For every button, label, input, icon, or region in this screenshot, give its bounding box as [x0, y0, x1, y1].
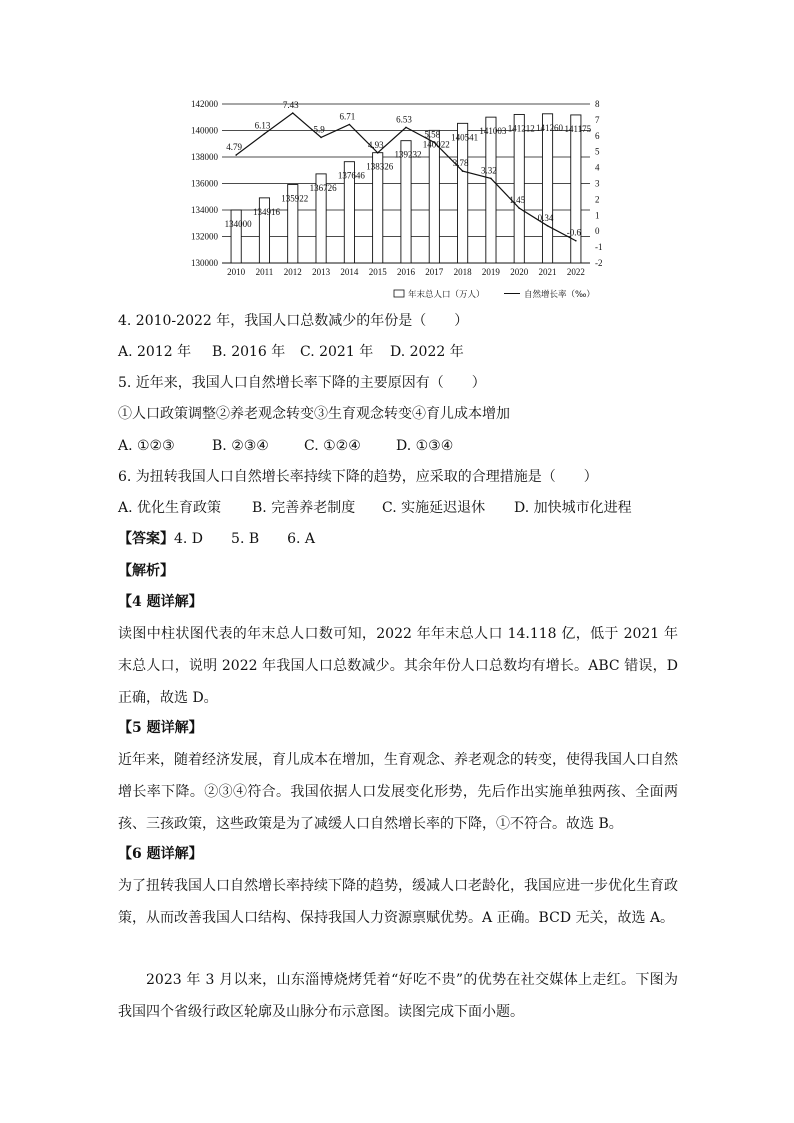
y-right-tick-label: 8 — [595, 99, 600, 109]
population-bar — [458, 123, 468, 263]
growth-rate-value-label: 4.93 — [367, 139, 384, 150]
y-right-tick-label: 4 — [595, 162, 600, 173]
growth-rate-point — [377, 152, 379, 154]
y-left-tick-label: 130000 — [191, 258, 218, 268]
population-value-label: 141260 — [536, 122, 564, 133]
population-value-label: 140541 — [451, 132, 479, 143]
q5-option-c[interactable]: C. ①②④ — [304, 438, 361, 454]
intro-paragraph: 2023 年 3 月以来，山东淄博烧烤凭着“好吃不贵”的优势在社交媒体上走红。下图为我国四个省级行政区轮廓及山脉分布示意图。读图完成下面小题。 — [118, 972, 678, 1020]
population-chart — [180, 96, 620, 306]
growth-rate-value-label: 6.53 — [396, 114, 412, 125]
analysis-title: 【解析】 — [118, 563, 174, 579]
question-5-stem: 5. 近年来，我国人口自然增长率下降的主要原因有（ ） — [118, 375, 486, 391]
y-right-tick-label: 3 — [595, 178, 600, 189]
y-right-tick-label: -1 — [595, 242, 603, 253]
population-bar — [486, 117, 496, 263]
growth-rate-point — [292, 112, 294, 114]
y-left-tick-label: 140000 — [191, 125, 218, 136]
detail-5-title: 【5 题详解】 — [118, 720, 203, 736]
growth-rate-value-label: 3.32 — [481, 165, 497, 176]
q4-option-c[interactable]: C. 2021 年 — [300, 344, 374, 360]
q4-option-b[interactable]: B. 2016 年 — [212, 344, 286, 360]
answer-values: 4. D 5. B 6. A — [174, 531, 316, 547]
detail-4-title: 【4 题详解】 — [118, 594, 203, 610]
population-value-label: 141175 — [564, 123, 592, 134]
question-4-options — [118, 343, 464, 361]
legend-bar-swatch — [394, 290, 404, 297]
growth-rate-point — [349, 124, 351, 126]
growth-rate-point — [264, 133, 266, 135]
population-value-label: 141212 — [507, 123, 535, 134]
detail-4-text: 读图中柱状图代表的年末总人口数可知，2022 年年末总人口 14.118 亿，低于 2021 年末总人口，说明 2022 年我国人口总数减少。其余年份人口总数均有增长。ABC 错误，D 正确，故选 D。 — [118, 626, 678, 706]
question-6-options — [118, 499, 632, 517]
growth-rate-point — [547, 225, 549, 227]
y-left-tick-label: 134000 — [191, 205, 218, 215]
population-value-label: 141003 — [479, 126, 507, 137]
growth-rate-point — [490, 178, 492, 180]
question-5-options — [118, 437, 453, 455]
detail-5-text: 近年来，随着经济发展，育儿成本在增加，生育观念、养老观念的转变，使得我国人口自然增长率下降。②③④符合。我国依据人口发展变化形势，先后作出实施单独两孩、全面两孩、三孩政策，这些政策是为了减缓人口自然增长率的下降，①不符合。故选 B。 — [118, 752, 678, 832]
y-left-tick-label: 138000 — [191, 152, 218, 162]
x-tick-label: 2019 — [481, 267, 500, 277]
growth-rate-value-label: 4.79 — [226, 142, 243, 153]
population-value-label: 134000 — [224, 219, 252, 229]
q6-option-c[interactable]: C. 实施延迟退休 — [382, 500, 486, 516]
population-value-label: 139232 — [394, 149, 422, 160]
growth-rate-value-label: 1.45 — [509, 195, 526, 206]
population-bar — [231, 210, 241, 263]
growth-rate-value-label: 5.9 — [313, 124, 325, 135]
population-value-label: 140022 — [422, 139, 450, 150]
x-tick-label: 2018 — [453, 267, 472, 277]
population-value-label: 138326 — [366, 161, 394, 172]
chart-bars — [231, 111, 581, 263]
x-tick-label: 2017 — [425, 267, 444, 277]
detail-6-title: 【6 题详解】 — [118, 846, 203, 862]
y-right-tick-label: 1 — [595, 210, 600, 221]
x-tick-label: 2014 — [340, 267, 359, 277]
y-left-tick-label: 136000 — [191, 178, 218, 189]
x-tick-label: 2016 — [397, 267, 415, 277]
y-right-tick-label: 7 — [595, 114, 600, 125]
q6-option-a[interactable]: A. 优化生育政策 — [118, 500, 222, 516]
y-left-tick-label: 132000 — [191, 231, 218, 242]
growth-rate-point — [575, 240, 577, 242]
y-right-tick-label: -2 — [595, 258, 603, 268]
q4-option-a[interactable]: A. 2012 年 — [118, 344, 192, 360]
q5-option-d[interactable]: D. ①③④ — [396, 438, 454, 454]
y-right-tick-label: 2 — [595, 194, 600, 205]
answer-label: 【答案】 — [118, 531, 174, 547]
q5-option-a[interactable]: A. ①②③ — [118, 438, 175, 454]
growth-rate-point — [518, 207, 520, 209]
growth-rate-point — [235, 154, 237, 156]
growth-rate-point — [405, 127, 407, 129]
x-tick-label: 2015 — [368, 267, 387, 277]
population-value-label: 136726 — [309, 182, 337, 193]
growth-rate-value-label: 6.71 — [339, 111, 356, 122]
legend-bar-label: 年末总人口（万人） — [408, 290, 485, 300]
y-left-tick-label: 142000 — [191, 99, 218, 109]
answer-line — [118, 530, 315, 548]
growth-rate-value-label: 5.58 — [424, 129, 441, 140]
question-5-items: ①人口政策调整②养老观念转变③生育观念转变④育儿成本增加 — [118, 406, 510, 422]
population-bar — [429, 130, 439, 263]
population-bar — [542, 114, 552, 263]
growth-rate-value-label: 6.13 — [254, 120, 271, 131]
y-right-tick-label: 5 — [595, 146, 600, 157]
population-bar — [514, 114, 524, 263]
q4-option-d[interactable]: D. 2022 年 — [390, 344, 464, 360]
growth-rate-value-label: 3.78 — [452, 158, 469, 169]
x-tick-label: 2020 — [510, 267, 529, 277]
q6-option-b[interactable]: B. 完善养老制度 — [252, 500, 356, 516]
x-tick-label: 2011 — [255, 267, 274, 277]
growth-rate-point — [462, 170, 464, 172]
population-value-label: 135922 — [281, 193, 309, 204]
q5-option-b[interactable]: B. ②③④ — [212, 438, 269, 454]
growth-rate-point — [320, 137, 322, 139]
chart-legend — [394, 289, 595, 300]
growth-rate-value-label: 7.43 — [282, 100, 299, 111]
legend-line-label: 自然增长率（‰） — [524, 290, 595, 300]
growth-rate-value-label: 0.34 — [537, 212, 554, 223]
y-right-tick-label: 0 — [595, 226, 600, 237]
y-right-tick-label: 6 — [595, 130, 600, 141]
population-value-label: 134916 — [252, 206, 280, 217]
population-value-label: 137646 — [337, 170, 365, 181]
question-6-stem: 6. 为扭转我国人口自然增长率持续下降的趋势，应采取的合理措施是（ ） — [118, 469, 598, 485]
growth-rate-value-label: -0.6 — [566, 227, 581, 238]
x-tick-label: 2022 — [566, 267, 585, 277]
x-tick-label: 2013 — [312, 267, 331, 277]
detail-6-text: 为了扭转我国人口自然增长率持续下降的趋势，缓减人口老龄化，我国应进一步优化生育政策，从而改善我国人口结构、保持我国人力资源禀赋优势。A 正确。BCD 无关，故选 A。 — [118, 878, 678, 926]
x-tick-label: 2021 — [538, 267, 557, 277]
question-4-stem: 4. 2010-2022 年，我国人口总数减少的年份是（ ） — [118, 313, 469, 329]
x-tick-label: 2012 — [283, 267, 302, 277]
x-tick-label: 2010 — [227, 267, 246, 277]
q6-option-d[interactable]: D. 加快城市化进程 — [514, 500, 632, 516]
